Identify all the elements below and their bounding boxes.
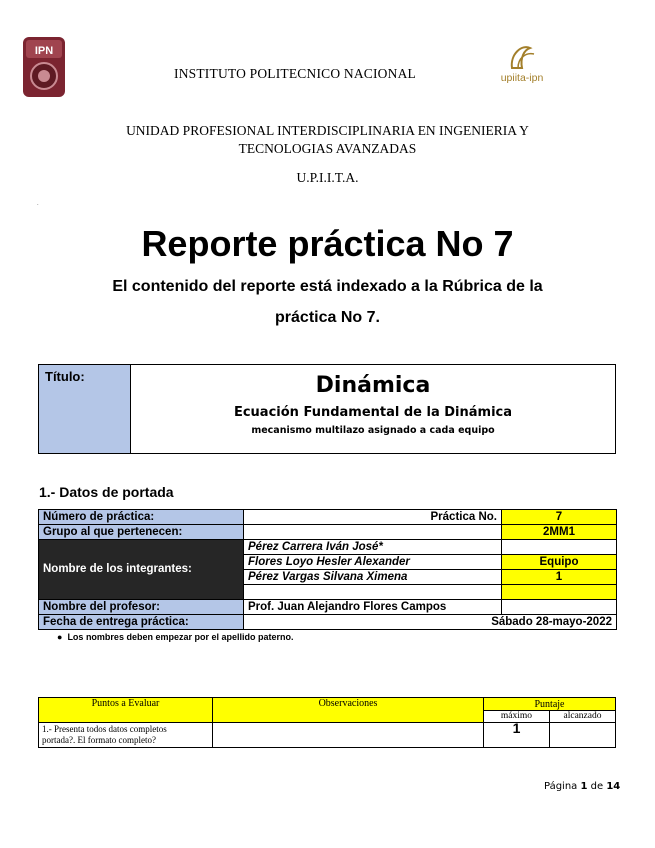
title-label-cell [39, 365, 131, 453]
title-box [38, 364, 616, 454]
cover-data-table [38, 509, 617, 630]
team-label: Equipo [502, 555, 617, 570]
professor-value: Prof. Juan Alejandro Flores Campos [244, 600, 502, 615]
table-row [39, 615, 617, 630]
bullet-icon: ● [57, 632, 68, 642]
team-empty-cell [502, 585, 617, 600]
rubric-header-score: Puntaje [484, 698, 616, 711]
table-row [39, 600, 617, 615]
topic-title: Dinámica [315, 373, 431, 398]
practice-no-label: Práctica No. [244, 510, 502, 525]
practice-no-value: 7 [502, 510, 617, 525]
member-name: Pérez Vargas Silvana Ximena [244, 570, 502, 585]
institution-name: INSTITUTO POLITECNICO NACIONAL [174, 66, 416, 81]
rubric-header-observations: Observaciones [213, 698, 484, 723]
table-row [39, 540, 617, 555]
delivery-label: Fecha de entrega práctica: [39, 615, 244, 630]
page-prefix: Página [544, 781, 578, 792]
report-subtitle-line2: práctica No 7. [275, 309, 380, 326]
names-note [57, 632, 293, 642]
rubric-observations-cell [213, 723, 484, 748]
ipn-logo-text: IPN [34, 45, 54, 57]
rubric-item-line1: 1.- Presenta todos datos completos [42, 724, 167, 734]
page-number [544, 781, 620, 792]
member-side-cell [502, 540, 617, 555]
topic-detail: mecanismo multilazo asignado a cada equipo [251, 425, 495, 436]
unit-name-line1: UNIDAD PROFESIONAL INTERDISCIPLINARIA EN INGENIERIA Y [126, 123, 529, 138]
member-name: Flores Loyo Hesler Alexander [244, 555, 502, 570]
table-row [39, 510, 617, 525]
rubric-table [38, 697, 616, 748]
group-empty-cell [244, 525, 502, 540]
title-label: Título: [45, 369, 85, 384]
rubric-max-value: 1 [484, 723, 550, 748]
ipn-logo [22, 36, 66, 98]
table-row [39, 698, 616, 711]
delivery-value: Sábado 28-mayo-2022 [244, 615, 617, 630]
unit-name-line2: TECNOLOGIAS AVANZADAS [238, 141, 417, 156]
group-value: 2MM1 [502, 525, 617, 540]
practice-number-label: Número de práctica: [39, 510, 244, 525]
team-value: 1 [502, 570, 617, 585]
rubric-header-achieved: alcanzado [550, 711, 616, 723]
member-empty-cell [244, 585, 502, 600]
page-current: 1 [580, 781, 588, 792]
section-heading: 1.- Datos de portada [39, 484, 174, 500]
topic-subtitle: Ecuación Fundamental de la Dinámica [233, 405, 513, 420]
unit-abbreviation: U.P.I.I.T.A. [296, 170, 359, 185]
member-name: Pérez Carrera Iván José* [244, 540, 502, 555]
rubric-achieved-cell [550, 723, 616, 748]
page-of: de [590, 781, 604, 792]
report-title: Reporte práctica No 7 [141, 223, 514, 264]
professor-label: Nombre del profesor: [39, 600, 244, 615]
table-row [39, 723, 616, 748]
rubric-item-line2: portada?. El formato completo? [42, 735, 156, 745]
table-row [39, 525, 617, 540]
page-total: 14 [606, 781, 621, 792]
rubric-header-max: máximo [484, 711, 550, 723]
members-label: Nombre de los integrantes: [39, 540, 244, 600]
upiita-logo [492, 38, 552, 86]
rubric-header-points: Puntos a Evaluar [39, 698, 213, 723]
report-subtitle-line1: El contenido del reporte está indexado a la Rúbrica de la [112, 278, 543, 295]
group-label: Grupo al que pertenecen: [39, 525, 244, 540]
professor-side-cell [502, 600, 617, 615]
names-note-text: Los nombres deben empezar por el apellido paterno. [67, 632, 294, 642]
rubric-item [39, 723, 213, 748]
upiita-logo-text: upiita-ipn [500, 72, 544, 84]
stray-mark: . [37, 201, 39, 207]
